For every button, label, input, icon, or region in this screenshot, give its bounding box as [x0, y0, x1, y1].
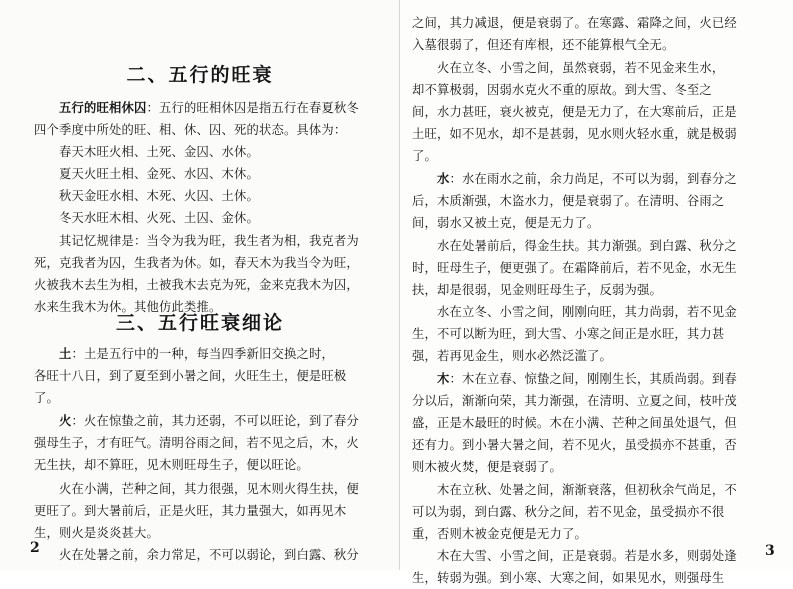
water-more-line: 生，不可以断为旺，到大雪、小寒之间正是水旺，其力甚	[412, 327, 725, 341]
wood-para-line-5: 则木被火焚，便是衰弱了。	[412, 460, 562, 474]
right-text-line: 间，水力甚旺，衰火被克，便是无力了，在大寒前后，正是	[412, 105, 737, 119]
earth-term: 土	[59, 347, 72, 361]
fire-para-line-3: 无生扶，却不算旺，见木则旺母生子，便以旺论。	[34, 458, 309, 472]
wood-term: 木	[437, 372, 450, 386]
left-page	[0, 0, 400, 570]
water-more-line: 时，旺母生子，便更强了。在霜降前后，若不见金，水无生	[412, 261, 737, 275]
water-para-line-2: 后，木质渐强，木盗水力，便是衰弱了。在清明、谷雨之	[412, 194, 725, 208]
wood-para-line-1: 木：木在立春、惊蛰之间，刚刚生长，其质尚弱。到春	[437, 372, 737, 386]
right-text-line: 了。	[412, 149, 437, 163]
season-line: 春天木旺火相、土死、金囚、水休。	[59, 145, 259, 159]
fire-more-line: 火在小满，芒种之间，其力很强，见木则火得生扶，便	[59, 482, 359, 496]
wood-para-line-4: 还有力。到小暑大暑之间，若不见火，虽受损亦不甚重，否	[412, 438, 737, 452]
water-more-line: 强，若再见金生，则水必然泛滥了。	[412, 349, 612, 363]
section-heading-3: 三、五行旺衰细论	[115, 312, 284, 334]
wood-more-line: 木在大雪、小雪之间，正是衰弱。若是水多，则弱处逢	[437, 549, 737, 563]
rule-line: 死，克我者为囚，生我者为休。如，春天木为我当令为旺，	[34, 256, 359, 270]
fire-more-line: 更旺了。到大暑前后，正是火旺，其力量强大，如再见木	[34, 504, 347, 518]
season-line: 夏天火旺土相、金死、水囚、木休。	[59, 167, 259, 181]
wangxiang-term: 五行的旺相休囚	[59, 101, 147, 115]
water-para-line-1: 水：水在雨水之前，余力尚足，不可以为弱，到春分之	[437, 172, 737, 186]
right-page	[400, 0, 793, 585]
wangxiang-para-line-1: 五行的旺相休囚：五行的旺相休囚是指五行在春夏秋冬	[59, 101, 359, 115]
water-more-line: 水在立冬、小雪之间，刚刚向旺，其力尚弱，若不见金	[437, 305, 737, 319]
earth-para-line-2: 各旺十八日，到了夏至到小暑之间，火旺生土，便是旺极	[34, 369, 347, 383]
right-text-line: 之间，其力减退，便是衰弱了。在寒露、霜降之间，火已经	[412, 16, 737, 30]
page-number-left: 2	[30, 540, 40, 556]
fire-para-line-2: 强母生子，才有旺气。清明谷雨之间，若不见之后，木，火	[34, 436, 359, 450]
fire-para-line-1: 火：火在惊蛰之前，其力还弱，不可以旺论，到了春分	[59, 414, 359, 428]
wangxiang-para-line-2: 四个季度中所处的旺、相、休、囚、死的状态。具体为：	[34, 123, 347, 137]
right-text-line: 土旺，如不见水，却不是甚弱，见水则火轻水重，就是极弱	[412, 127, 737, 141]
season-line: 秋天金旺水相、木死、火囚、土休。	[59, 189, 259, 203]
earth-para-line-1: 土：土是五行中的一种，每当四季新旧交换之时，	[59, 347, 334, 361]
rule-line: 水来生我木为休。其他仿此类推。	[34, 300, 222, 314]
section-heading-2: 二、五行的旺衰	[126, 64, 274, 86]
fire-more-line: 火在处暑之前，余力常足，不可以弱论，到白露、秋分	[59, 548, 359, 562]
wood-more-line: 木在立秋、处暑之间，渐渐衰落，但初秋余气尚足，不	[437, 483, 737, 497]
rule-line: 其记忆规律是：当令为我为旺，我生者为相，我克者为	[59, 234, 359, 248]
page-number-right: 3	[765, 543, 775, 559]
right-text-line: 却不算极弱，因弱水克火不重的原故。到大雪、冬至之	[412, 83, 712, 97]
wood-para-line-2: 分以后，渐渐向荣，其力渐强，在清明、立夏之间，枝叶茂	[412, 394, 737, 408]
water-para-line-3: 间，弱水又被土克，便是无力了。	[412, 216, 600, 230]
rule-line: 火被我木去生为相，土被我木去克为死，金来克我木为囚，	[34, 278, 359, 292]
fire-term: 火	[59, 414, 72, 428]
water-more-line: 扶，却是很弱，见金则旺母生子，反弱为强。	[412, 283, 662, 297]
water-term: 水	[437, 172, 450, 186]
wood-more-line: 可以为弱，到白露、秋分之间，若不见金，虽受损亦不很	[412, 505, 725, 519]
season-line: 冬天水旺木相、火死、土囚、金休。	[59, 211, 259, 225]
wood-more-line: 生，转弱为强。到小寒、大寒之间，如果见水，则强母生	[412, 571, 725, 585]
wood-more-line: 重，否则木被金克便是无力了。	[412, 527, 587, 541]
water-more-line: 水在处暑前后，得金生扶。其力渐强。到白露、秋分之	[437, 239, 737, 253]
earth-para-line-3: 了。	[34, 391, 59, 405]
fire-more-line: 生，则火是炎炎甚大。	[34, 526, 159, 540]
wood-para-line-3: 盛，正是木最旺的时候。木在小满、芒种之间虽处退气，但	[412, 416, 737, 430]
right-text-line: 火在立冬、小雪之间，虽然衰弱，若不见金来生水，	[437, 61, 725, 75]
right-text-line: 入墓很弱了，但还有库根，还不能算根气全无。	[412, 38, 675, 52]
